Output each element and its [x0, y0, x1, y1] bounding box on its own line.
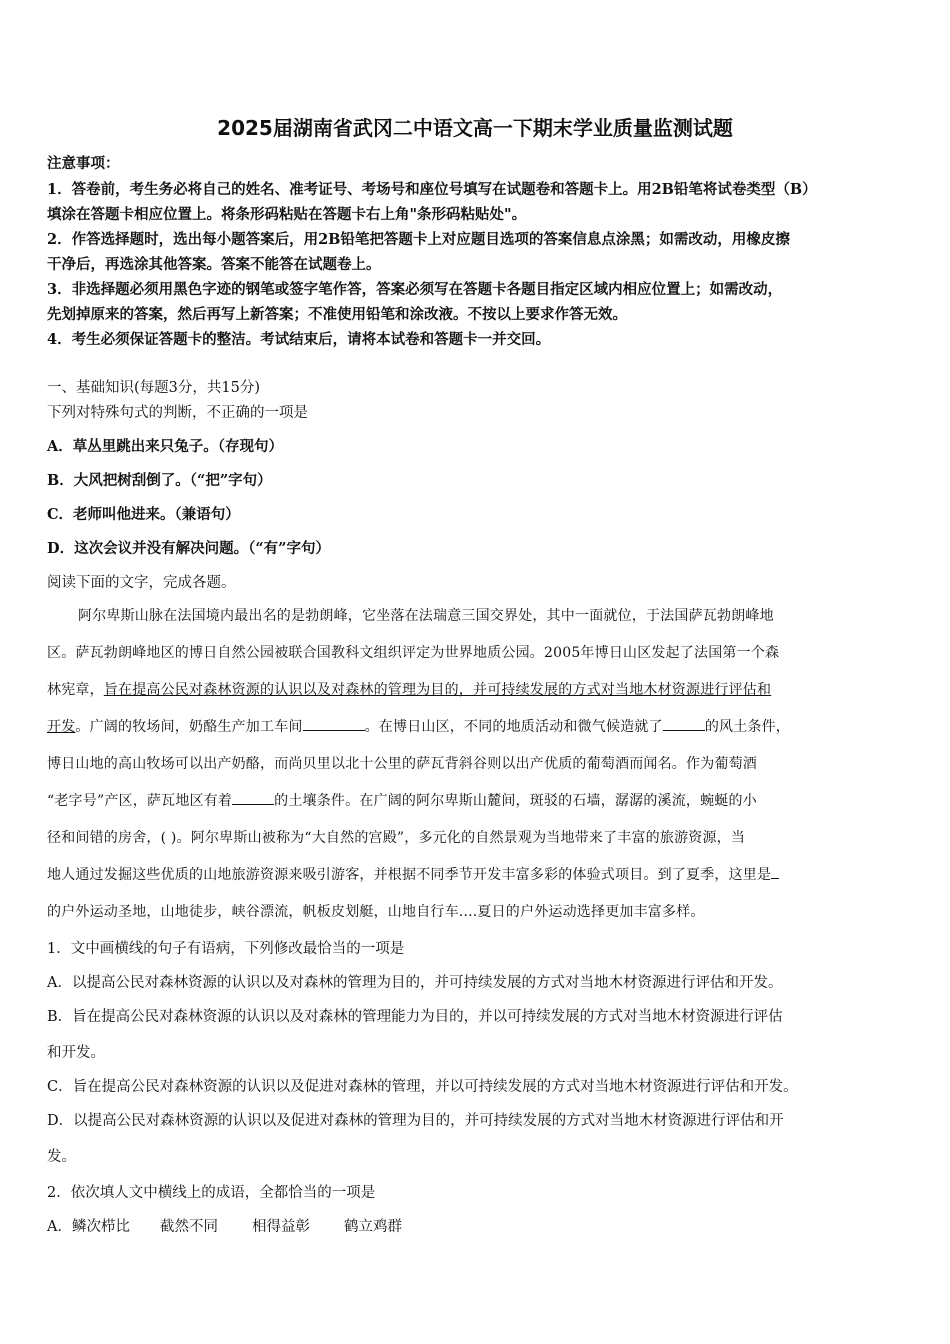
passage-text: “老字号”产区，萨瓦地区有着	[47, 793, 233, 809]
passage-line	[47, 679, 907, 699]
passage-text: 。在博日山区，不同的地质活动和微气候造就了	[364, 719, 663, 735]
q2-stem: 2．依次填人文中横线上的成语，全都恰当的一项是	[47, 1185, 376, 1201]
q2-option-a	[47, 1215, 907, 1236]
passage-line: 的户外运动圣地，山地徒步，峡谷漂流，帆板皮划艇，山地自行车....夏日的户外运动选择更加丰富多样。	[47, 904, 705, 920]
notice-line: 干净后，再选涂其他答案。答案不能答在试题卷上。	[47, 256, 381, 273]
fill-blank-2	[663, 718, 705, 731]
passage-line	[47, 716, 907, 736]
passage-line	[47, 790, 907, 810]
page-title: 2025届湖南省武冈二中语文高一下期末学业质量监测试题	[217, 116, 733, 140]
notice-line: 先划掉原来的答案，然后再写上新答案；不准使用铅笔和涂改液。不按以上要求作答无效。	[47, 306, 627, 323]
fill-blank-4	[771, 866, 779, 879]
passage-line: 区。萨瓦勃朗峰地区的博日自然公园被联合国教科文组织评定为世界地质公园。2005年博日山区发起了法国第一个森	[47, 645, 780, 661]
q2-option-a-word-2: 截然不同	[159, 1219, 218, 1235]
passage-line: 径和间错的房舍，( )。阿尔卑斯山被称为“大自然的宫殿”，多元化的自然景观为当地带来了丰富的旅游资源，当	[47, 830, 746, 846]
question-stem: 下列对特殊句式的判断，不正确的一项是	[47, 405, 308, 421]
q1-option-b: B．旨在提高公民对森林资源的认识以及对森林的管理能力为目的，并以可持续发展的方式对当地木材资源进行评估	[47, 1009, 783, 1025]
q1-option-b-cont: 和开发。	[47, 1045, 105, 1061]
passage-line: 阿尔卑斯山脉在法国境内最出名的是勃朗峰，它坐落在法瑞意三国交界处，其中一面就位，于法国萨瓦勃朗峰地	[78, 608, 774, 624]
q2-option-a-word-3: 相得益彰	[251, 1219, 310, 1235]
passage-text: 的土壤条件。在广阔的阿尔卑斯山麓间，斑驳的石墙，潺潺的溪流，蜿蜒的小	[274, 793, 757, 809]
q1-option-c: C．旨在提高公民对森林资源的认识以及促进对森林的管理，并以可持续发展的方式对当地木材资源进行评估和开发。	[47, 1079, 798, 1095]
section-heading: 一、基础知识(每题3分，共15分)	[47, 380, 260, 396]
fill-blank-1	[303, 718, 365, 731]
option-d: D．这次会议并没有解决问题。（“有”字句）	[47, 540, 331, 557]
underlined-sentence-end: 开发	[47, 719, 76, 735]
passage-text: 。广阔的牧场间，奶酪生产加工车间	[75, 719, 303, 735]
notice-line: 填涂在答题卡相应位置上。将条形码粘贴在答题卡右上角"条形码粘贴处"。	[47, 206, 527, 223]
notice-line: 1．答卷前，考生务必将自己的姓名、准考证号、考场号和座位号填写在试题卷和答题卡上。用2B铅笔将试卷类型（B）	[47, 181, 817, 198]
q2-option-a-word-1: A．鳞次栉比	[47, 1219, 130, 1235]
notice-line: 3．非选择题必须用黑色字迹的钢笔或签字笔作答，答案必须写在答题卡各题目指定区域内相应位置上；如需改动，	[47, 281, 783, 298]
option-a: A．草丛里跳出来只兔子。（存现句）	[47, 438, 283, 455]
option-b: B．大风把树刮倒了。（“把”字句）	[47, 472, 272, 489]
q2-option-a-word-4: 鹤立鸡群	[343, 1219, 402, 1235]
passage-text: 林宪章，	[47, 682, 104, 698]
reading-intro: 阅读下面的文字，完成各题。	[47, 575, 236, 591]
notice-heading: 注意事项：	[47, 155, 120, 172]
passage-line	[47, 864, 907, 884]
notice-line: 4．考生必须保证答题卡的整洁。考试结束后，请将本试卷和答题卡一并交回。	[47, 331, 551, 348]
passage-line: 博日山地的高山牧场可以出产奶酪，而尚贝里以北十公里的萨瓦背斜谷则以出产优质的葡萄酒而闻名。作为葡萄酒	[47, 756, 757, 772]
notice-line: 2．作答选择题时，选出每小题答案后，用2B铅笔把答题卡上对应题目选项的答案信息点涂黑；如需改动，用橡皮擦	[47, 231, 790, 248]
q1-option-d-cont: 发。	[47, 1149, 76, 1165]
q1-stem: 1．文中画横线的句子有语病，下列修改最恰当的一项是	[47, 941, 405, 957]
passage-text: 地人通过发掘这些优质的山地旅游资源来吸引游客，并根据不同季节开发丰富多彩的体验式项目。到了夏季，这里是	[47, 867, 772, 883]
q1-option-a: A．以提高公民对森林资源的认识以及对森林的管理为目的，并可持续发展的方式对当地木材资源进行评估和开发。	[47, 975, 783, 991]
underlined-sentence: 旨在提高公民对森林资源的认识以及对森林的管理为目的，并可持续发展的方式对当地木材资源进行评估和	[103, 682, 772, 698]
fill-blank-3	[232, 792, 274, 805]
q1-option-d: D．以提高公民对森林资源的认识以及促进对森林的管理为目的，并可持续发展的方式对当地木材资源进行评估和开	[47, 1113, 784, 1129]
option-c: C．老师叫他进来。（兼语句）	[47, 506, 240, 523]
passage-text: 的风土条件，	[704, 719, 791, 735]
